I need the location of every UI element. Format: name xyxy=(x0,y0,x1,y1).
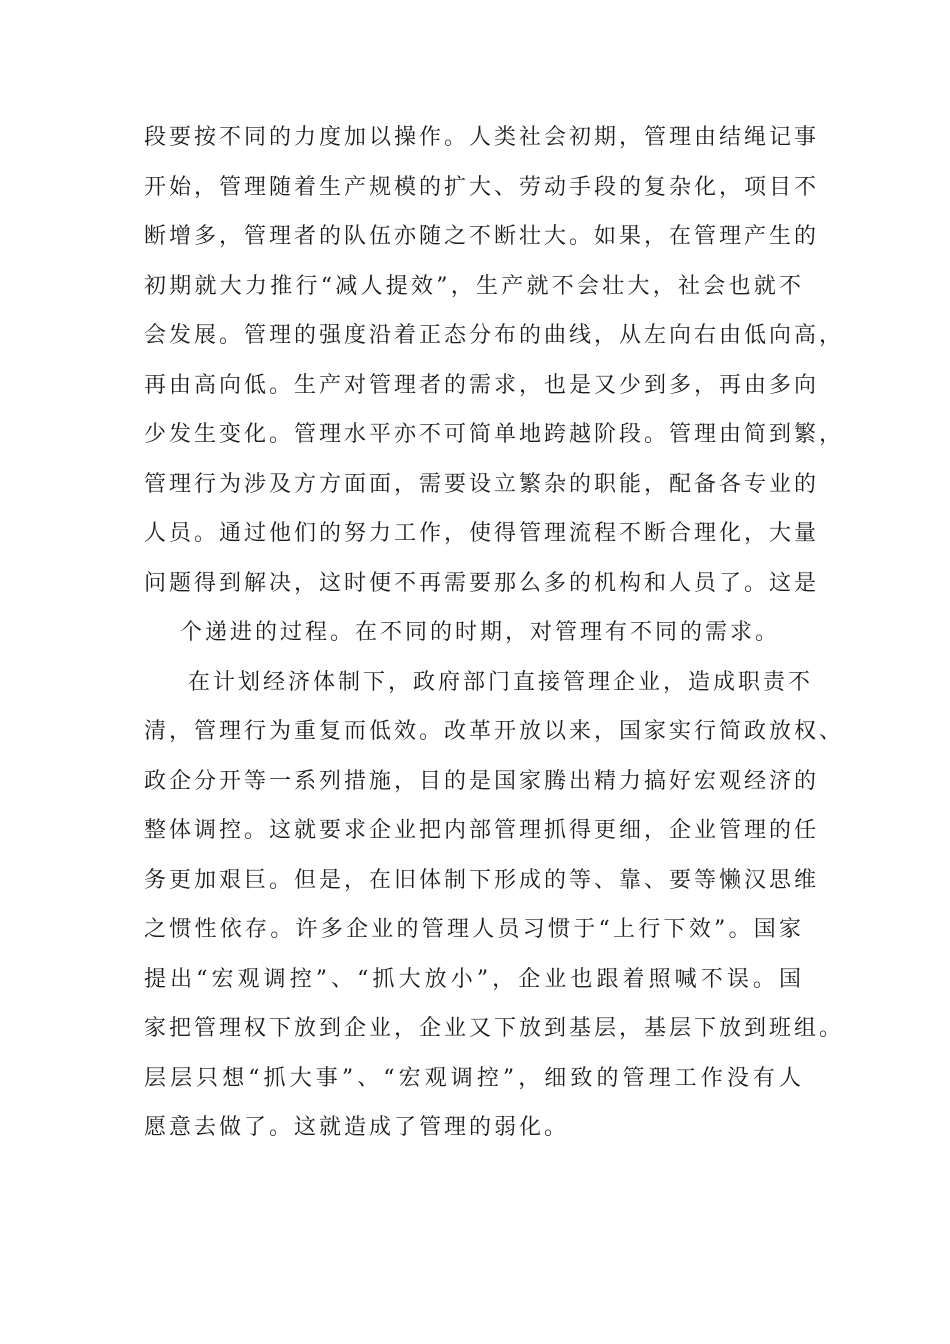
text-line: 初期就大力推行“减人提效”，生产就不会壮大，社会也就不 xyxy=(144,273,804,299)
text-line: 愿意去做了。这就造成了管理的弱化。 xyxy=(144,1115,570,1140)
text-line: 管理行为涉及方方面面，需要设立繁杂的职能，配备各专业的 xyxy=(144,471,820,497)
text-line: 务更加艰巨。但是，在旧体制下形成的等、靠、要等懒汉思维 xyxy=(144,867,820,893)
text-line: 会发展。管理的强度沿着正态分布的曲线，从左向右由低向高， xyxy=(144,323,845,348)
text-line: 问题得到解决，这时便不再需要那么多的机构和人员了。这是 xyxy=(144,570,820,596)
text-line: 提出“宏观调控”、“抓大放小”，企业也跟着照喊不误。国 xyxy=(144,966,804,992)
text-line: 人员。通过他们的努力工作，使得管理流程不断合理化，大量 xyxy=(144,521,820,546)
text-line: 少发生变化。管理水平亦不可简单地跨越阶段。管理由简到繁， xyxy=(144,422,845,447)
text-line: 家把管理权下放到企业，企业又下放到基层，基层下放到班组。 xyxy=(144,1016,845,1041)
text-line: 开始，管理随着生产规模的扩大、劳动手段的复杂化，项目不 xyxy=(144,174,820,200)
paragraph-1 xyxy=(144,113,845,658)
text-line: 整体调控。这就要求企业把内部管理抓得更细，企业管理的任 xyxy=(144,818,820,843)
text-line: 在计划经济体制下，政府部门直接管理企业，造成职责不 xyxy=(188,669,814,695)
paragraph-2 xyxy=(144,658,845,1153)
text-line: 再由高向低。生产对管理者的需求，也是又少到多，再由多向 xyxy=(144,372,820,398)
text-line: 清，管理行为重复而低效。改革开放以来，国家实行简政放权、 xyxy=(144,719,845,744)
text-line: 政企分开等一系列措施，目的是国家腾出精力搞好宏观经济的 xyxy=(144,768,820,794)
text-line: 段要按不同的力度加以操作。人类社会初期，管理由结绳记事 xyxy=(144,125,820,150)
text-line: 之惯性依存。许多企业的管理人员习惯于“上行下效”。国家 xyxy=(144,917,804,942)
text-line: 断增多，管理者的队伍亦随之不断壮大。如果，在管理产生的 xyxy=(144,224,820,249)
text-line: 个递进的过程。在不同的时期，对管理有不同的需求。 xyxy=(180,620,781,645)
body-text xyxy=(144,113,845,1153)
text-line: 层层只想“抓大事”、“宏观调控”，细致的管理工作没有人 xyxy=(144,1065,804,1091)
